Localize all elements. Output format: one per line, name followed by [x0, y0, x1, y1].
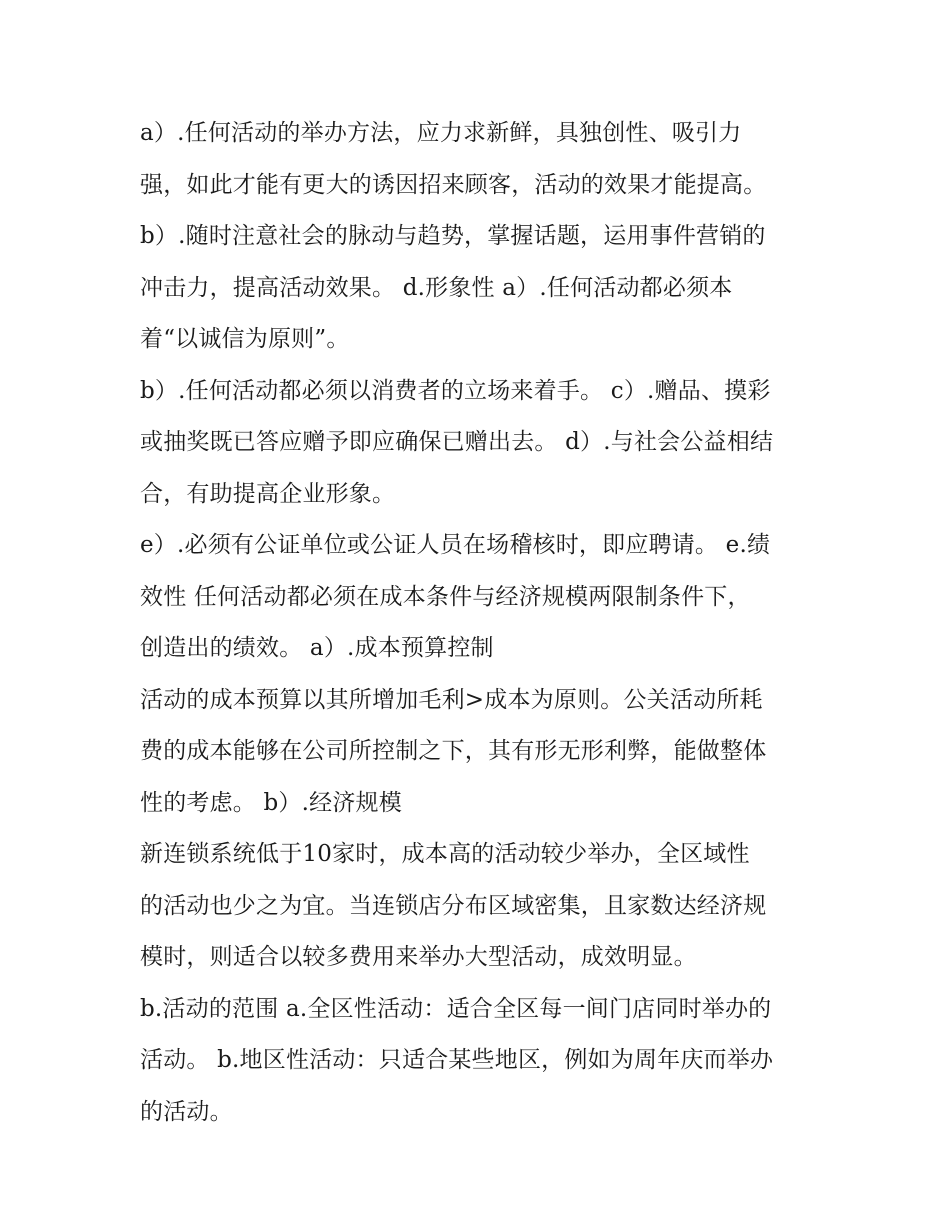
text-line: 着“以诚信为原则”。 [140, 326, 350, 352]
text-line: b.活动的范围 a.全区性活动：适合全区每一间门店同时举办的 [140, 995, 772, 1022]
text-line: 或抽奖既已答应赠予即应确保已赠出去。 d）.与社会公益相结 [140, 429, 774, 455]
text-line: 新连锁系统低于10家时，成本高的活动较少举办，全区域性 [140, 841, 750, 867]
text-line: 强，如此才能有更大的诱因招来顾客，活动的效果才能提高。 [140, 171, 767, 198]
text-line: 模时，则适合以较多费用来举办大型活动，成效明显。 [140, 944, 697, 970]
text-line: e）.必须有公证单位或公证人员在场稽核时，即应聘请。 e.绩 [140, 532, 771, 558]
text-line: a）.任何活动的举办方法，应力求新鲜，具独创性、吸引力 [140, 120, 742, 146]
text-line: 费的成本能够在公司所控制之下，其有形无形利弊，能做整体 [140, 738, 767, 764]
text-line: 合，有助提高企业形象。 [140, 480, 396, 507]
text-line: 的活动也少之为宜。当连锁店分布区域密集，且家数达经济规 [140, 892, 767, 919]
document-body [140, 108, 830, 1138]
text-line: 创造出的绩效。 a）.成本预算控制 [140, 635, 494, 661]
text-line: 性的考虑。 b）.经济规模 [140, 789, 402, 816]
text-line: 活动的成本预算以其所增加毛利>成本为原则。公关活动所耗 [140, 686, 763, 713]
text-line: 活动。 b.地区性活动：只适合某些地区，例如为周年庆而举办 [140, 1047, 774, 1073]
text-line: b）.任何活动都必须以消费者的立场来着手。 c）.赠品、摸彩 [140, 377, 771, 404]
text-line: 冲击力，提高活动效果。 d.形象性 a）.任何活动都必须本 [140, 274, 733, 301]
text-line: 效性 任何活动都必须在成本条件与经济规模两限制条件下， [140, 583, 751, 610]
text-line: 的活动。 [140, 1098, 233, 1125]
text-line: b）.随时注意社会的脉动与趋势，掌握话题，运用事件营销的 [140, 223, 766, 249]
